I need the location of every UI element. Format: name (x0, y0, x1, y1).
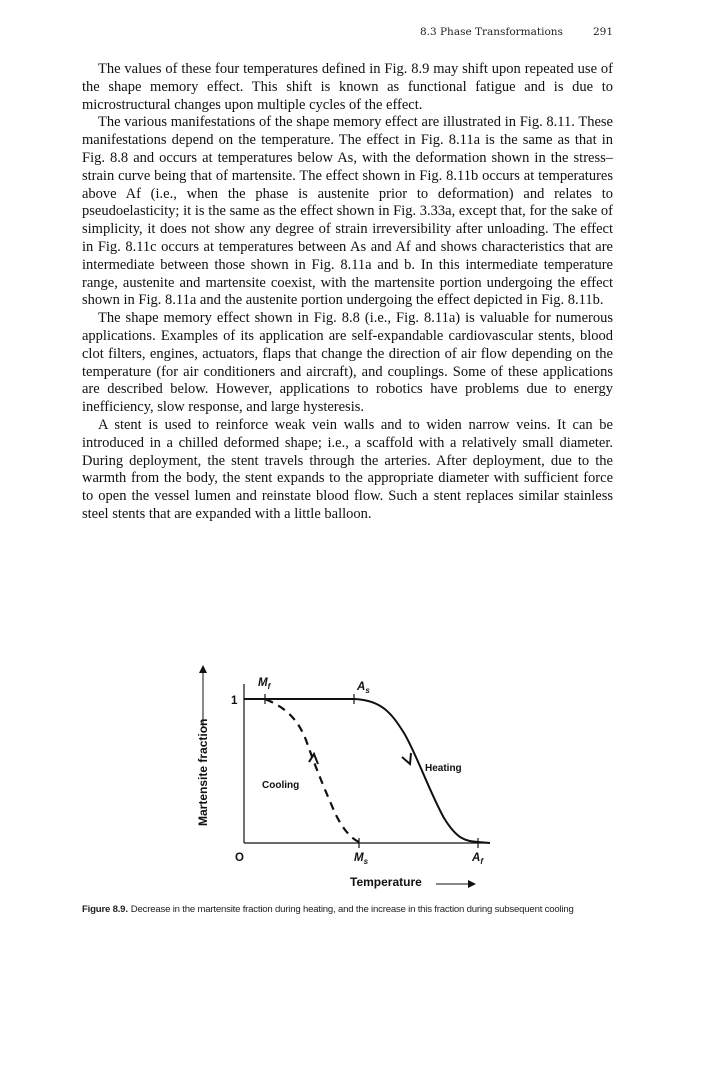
heating-label: Heating (425, 763, 462, 774)
caption-text: Decrease in the martensite fraction during heating, and the increase in this fraction during subsequent cooling (130, 904, 574, 915)
paragraph-1: The values of these four temperatures defined in Fig. 8.9 may shift upon repeated use of the shape memory effect. This shift is known as functional fatigue and is due to microstructural changes upon multiple cycles of the effect. (82, 61, 613, 113)
origin-label: O (235, 852, 244, 864)
figure-caption (82, 904, 622, 915)
paragraph-2: The various manifestations of the shape memory effect are illustrated in Fig. 8.11. These manifestations depend on the temperature. The effect in Fig. 8.11a is the same as that in Fig. 8.8 and occurs at temperatures below As, with the deformation shown in the stress–strain curve being that of martensite. The effect shown in Fig. 8.11b occurs at temperatures above Af (i.e., when the phase is austenite prior to deformation) and relates to pseudoelasticity; it is the same as the effect shown in Fig. 3.33a, except that, for the sake of simplicity, it does not show any degree of strain irreversibility after unloading. The effect in Fig. 8.11c occurs at temperatures between As and Af and shows characteristics that are intermediate between those shown in Fig. 8.11a and b. In this intermediate temperature range, austenite and martensite coexist, with the martensite portion undergoing the effect shown in Fig. 8.11a and the austenite portion undergoing the effect depicted in Fig. 8.11b. (82, 114, 613, 309)
x-axis-label-visible: Temperature (350, 875, 422, 889)
y-tick-1: 1 (231, 695, 238, 707)
paragraph-3: The shape memory effect shown in Fig. 8.8 (i.e., Fig. 8.11a) is valuable for numerous applications. Examples of its application are self-expandable cardiovascular stents, blood clot filters, engines, actuators, flaps that change the direction of air flow depending on the temperature (for air conditioners and aircraft), and couplings. Some of these applications are described below. However, applications to robotics have problems due to energy inefficiency, slow response, and large hysteresis. (82, 310, 613, 416)
figure-8-9 (82, 658, 613, 889)
af-label: $A_f$ (472, 852, 483, 866)
mf-label: $M_f$ (258, 677, 271, 691)
y-axis-label: Martensite fraction (196, 718, 210, 826)
ms-label: $M_s$ (354, 852, 369, 866)
section-title: 8.3 Phase Transformations (419, 26, 563, 38)
heating-arrow-icon (402, 753, 411, 764)
cooling-arrow-icon (309, 754, 318, 764)
cooling-label: Cooling (262, 780, 300, 791)
page-number: 291 (592, 26, 613, 38)
body-text (82, 61, 613, 524)
cooling-curve (265, 699, 359, 842)
caption-label: Figure 8.9. (82, 904, 128, 915)
as-label: $A_s$ (357, 681, 370, 695)
running-head (0, 26, 613, 38)
martensite-fraction-diagram (82, 658, 613, 889)
paragraph-4: A stent is used to reinforce weak vein walls and to widen narrow veins. It can be introduced in a chilled deformed shape; i.e., a scaffold with a relatively small diameter. During deployment, the stent travels through the arteries. After deployment, due to the warmth from the body, the stent expands to the appropriate diameter with sufficient force to open the vessel lumen and reinstate blood flow. Such a stent replaces similar stainless steel stents that are expanded with a little balloon. (82, 416, 613, 522)
